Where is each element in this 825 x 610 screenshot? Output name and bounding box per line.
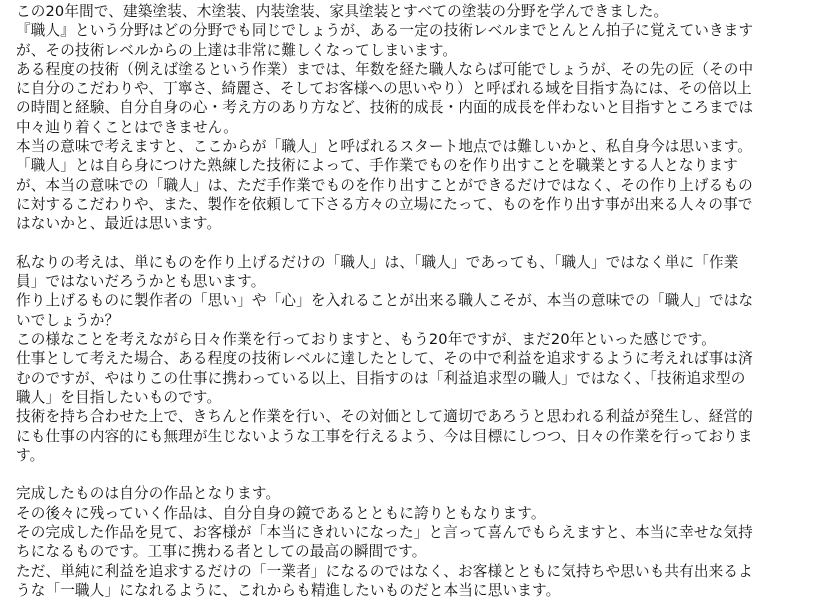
text-line: ある程度の技術（例えば塗るという作業）までは、年数を経た職人ならば可能でしょうが、その先の匠（その中 (16, 60, 754, 78)
paragraph-gap (16, 465, 817, 484)
text-line: 技術を持ち合わせた上で、きちんと作業を行い、その対価として適切であろうと思われる利益が発生し、経営的 (16, 408, 753, 426)
text-line: 作り上げるものに製作者の「思い」や「心」を入れることが出来る職人こそが、本当の意味での「職人」ではな (16, 292, 754, 310)
text-line: 中々辿り着くことはできません。 (16, 118, 239, 136)
text-line: 私なりの考えは、単にものを作り上げるだけの「職人」は、「職人」であっても、「職人」ではなく単に「作業 (16, 253, 739, 271)
text-line: その後々に残っていく作品は、自分自身の鏡であるとともに誇りともなります。 (16, 504, 546, 522)
text-line: うな「一職人」になれるように、これからも精進したいものだと本当に思います。 (16, 581, 561, 599)
text-line: 「職人」とは自ら身につけた熟練した技術によって、手作業でものを作り出すことを職業とする人となります (16, 157, 738, 175)
text-line: す。 (16, 446, 45, 464)
text-line: に自分のこだわりや、丁寧さ、綺麗さ、そしてお客様への思いやり）と呼ばれる域を目指す為には、その倍以上 (16, 80, 752, 98)
text-line: が、その技術レベルからの上達は非常に難しくなってしまいます。 (16, 41, 458, 59)
text-line: いでしょうか？ (16, 311, 120, 329)
text-line: 『職人』という分野はどの分野でも同じでしょうが、ある一定の技術レベルまでとんとん拍子に覚えていきます (16, 22, 754, 40)
text-line: 完成したものは自分の作品となります。 (16, 485, 281, 503)
text-line: の時間と経験、自分自身の心・考え方のあり方など、技術的成長・内面的成長を伴わないと目指すところまでは (16, 99, 754, 117)
text-line: はないかと、最近は思います。 (16, 215, 222, 233)
text-line: が、本当の意味での「職人」は、ただ手作業でものを作り出すことができるだけではなく、その作り上げるもの (16, 176, 753, 194)
paragraph-gap (16, 234, 817, 253)
text-line: むのですが、やはりこの仕事に携わっている以上、目指すのは「利益追求型の職人」ではなく、「技術追求型の (16, 369, 746, 387)
text-line: に対するこだわりや、また、製作を依頼して下さる方々の立場にたって、ものを作り出す事が出来る人々の事で (16, 195, 753, 213)
text-line: 本当の意味で考えますと、ここからが「職人」と呼ばれるスタート地点では難しいかと、私自身今は思います。 (16, 138, 753, 156)
text-line: 仕事として考えた場合、ある程度の技術レベルに達したとして、その中で利益を追求するように考えれば事は済 (16, 350, 753, 368)
text-line: この20年間で、建築塗装、木塗装、内装塗装、家具塗装とすべての塗装の分野を学んできました。 (16, 3, 669, 20)
text-line: 員」ではないだろうかとも思います。 (16, 273, 266, 291)
text-line: ちになるものです。工事に携わる者としての最高の瞬間です。 (16, 543, 427, 561)
text-line: この様なことを考えながら日々作業を行っておりますと、もう20年ですが、まだ20年といった感じです。 (16, 331, 717, 349)
text-line: 職人」を目指したいものです。 (16, 388, 222, 406)
text-line: ただ、単純に利益を追求するだけの「一業者」になるのではなく、お客様とともに気持ちや思いも共有出来るよ (16, 562, 753, 580)
text-line: にも仕事の内容的にも無理が生じないような工事を行えるよう、今は目標にしつつ、日々の作業を行っておりま (16, 427, 753, 445)
text-line: その完成した作品を見て、お客様が「本当にきれいになった」と言って喜んでもらえますと、本当に幸せな気持 (16, 524, 753, 542)
